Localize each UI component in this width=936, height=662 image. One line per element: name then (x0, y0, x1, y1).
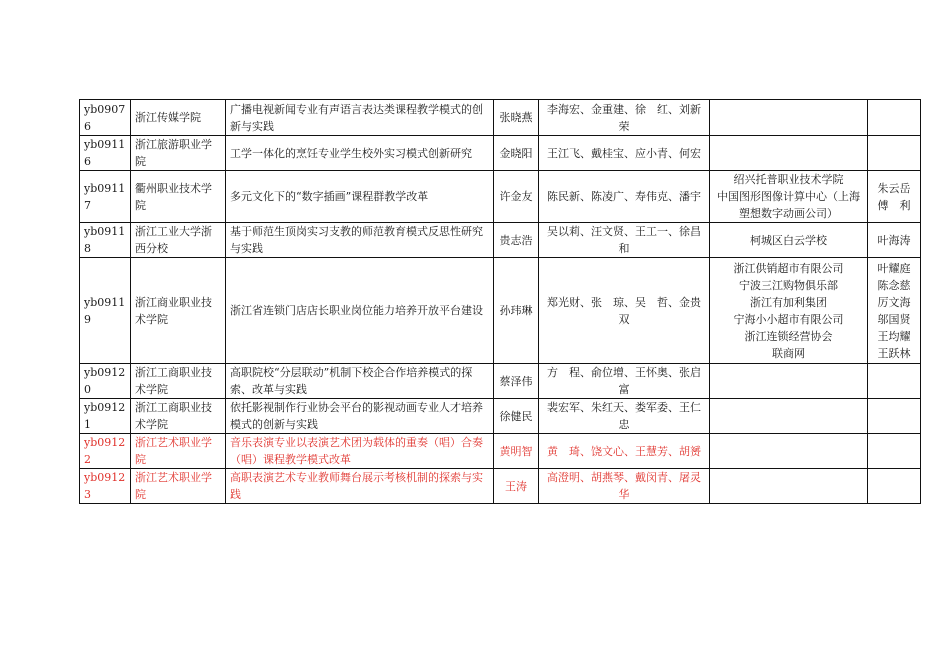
partner-units (710, 469, 868, 504)
partner-unit: 浙江连锁经营协会 (744, 329, 833, 343)
project-title: 高职表演艺术专业教师舞台展示考核机制的探索与实践 (226, 469, 494, 504)
project-leader: 徐健民 (494, 399, 539, 434)
partner-members (868, 136, 921, 171)
team-members: 裴宏军、朱红天、娄军委、王仁忠 (539, 399, 710, 434)
partner-member: 傅 利 (877, 198, 911, 212)
table-row (80, 171, 921, 223)
partner-units (710, 100, 868, 136)
partner-unit: 绍兴托普职业技术学院 (733, 173, 844, 186)
project-id: yb09076 (80, 100, 131, 136)
school-name: 浙江艺术职业学院 (131, 434, 226, 469)
project-title: 基于师范生顶岗实习支教的师范教育模式反思性研究与实践 (226, 223, 494, 258)
project-title: 依托影视制作行业协会平台的影视动画专业人才培养模式的创新与实践 (226, 399, 494, 434)
team-members: 高澄明、胡燕琴、戴闵青、屠灵华 (539, 469, 710, 504)
partner-units (710, 399, 868, 434)
project-leader: 王涛 (494, 469, 539, 504)
team-members: 李海宏、金重建、徐 红、刘新荣 (539, 100, 710, 136)
project-id: yb09121 (80, 399, 131, 434)
partner-members (868, 364, 921, 399)
team-members: 陈民新、陈凌广、寿伟克、潘宇 (539, 171, 710, 223)
table-row (80, 258, 921, 364)
table-row (80, 223, 921, 258)
project-title: 音乐表演专业以表演艺术团为载体的重奏（唱）合奏（唱）课程教学模式改革 (226, 434, 494, 469)
partner-member: 厉文海 (877, 295, 911, 309)
project-id: yb09116 (80, 136, 131, 171)
partner-members (868, 100, 921, 136)
project-title: 浙江省连锁门店店长职业岗位能力培养开放平台建设 (226, 258, 494, 364)
project-title: 广播电视新闻专业有声语言表达类课程教学模式的创新与实践 (226, 100, 494, 136)
team-members: 郑光财、张 琼、吴 哲、金贵双 (539, 258, 710, 364)
project-leader: 金晓阳 (494, 136, 539, 171)
team-members: 黄 琦、饶文心、王慧芳、胡赟 (539, 434, 710, 469)
project-id: yb09123 (80, 469, 131, 504)
project-title: 工学一体化的烹饪专业学生校外实习模式创新研究 (226, 136, 494, 171)
partner-members (868, 434, 921, 469)
project-leader: 蔡泽伟 (494, 364, 539, 399)
school-name: 浙江工商职业技术学院 (131, 364, 226, 399)
project-leader: 许金友 (494, 171, 539, 223)
project-id: yb09122 (80, 434, 131, 469)
partner-member: 陈念慈 (877, 278, 911, 292)
partner-member: 朱云岳 (877, 181, 911, 195)
team-members: 王江飞、戴桂宝、应小青、何宏 (539, 136, 710, 171)
partner-units (710, 258, 868, 364)
table-row (80, 399, 921, 434)
table-row (80, 364, 921, 399)
partner-unit: 联商网 (772, 346, 805, 360)
partner-units (710, 136, 868, 171)
partner-members (868, 258, 921, 364)
partner-members (868, 223, 921, 258)
partner-members (868, 171, 921, 223)
partner-member: 王跃林 (877, 346, 911, 360)
project-title: 多元文化下的“数字插画”课程群教学改革 (226, 171, 494, 223)
partner-member: 王均耀 (877, 329, 911, 343)
table-row (80, 434, 921, 469)
project-id: yb09118 (80, 223, 131, 258)
partner-units (710, 223, 868, 258)
team-members: 吴以莉、汪文贤、王工一、徐昌和 (539, 223, 710, 258)
project-leader: 张晓燕 (494, 100, 539, 136)
table-row (80, 100, 921, 136)
partner-unit: 宁海小小超市有限公司 (733, 312, 844, 326)
partner-units (710, 364, 868, 399)
school-name: 浙江传媒学院 (131, 100, 226, 136)
school-name: 衢州职业技术学院 (131, 171, 226, 223)
project-leader: 孙玮琳 (494, 258, 539, 364)
project-title: 高职院校“分层联动”机制下校企合作培养模式的探索、改革与实践 (226, 364, 494, 399)
table-row (80, 469, 921, 504)
partner-units (710, 171, 868, 223)
school-name: 浙江工业大学浙西分校 (131, 223, 226, 258)
partner-unit: 柯城区白云学校 (750, 233, 827, 247)
school-name: 浙江工商职业技术学院 (131, 399, 226, 434)
project-leader: 黄明智 (494, 434, 539, 469)
partner-unit: 浙江供销超市有限公司 (733, 261, 844, 275)
school-name: 浙江艺术职业学院 (131, 469, 226, 504)
project-leader: 贵志浩 (494, 223, 539, 258)
table-row (80, 136, 921, 171)
partner-members (868, 399, 921, 434)
partner-member: 邬国贤 (877, 312, 911, 326)
partner-unit: 浙江有加利集团 (750, 295, 827, 309)
school-name: 浙江商业职业技术学院 (131, 258, 226, 364)
team-members: 方 程、俞位增、王怀奥、张启富 (539, 364, 710, 399)
partner-member: 叶耀庭 (877, 261, 911, 275)
partner-units (710, 434, 868, 469)
project-id: yb09117 (80, 171, 131, 223)
project-table (79, 99, 921, 504)
project-id: yb09119 (80, 258, 131, 364)
partner-member: 叶海涛 (877, 233, 911, 247)
partner-members (868, 469, 921, 504)
partner-unit: 宁波三江购物俱乐部 (739, 278, 838, 292)
project-id: yb09120 (80, 364, 131, 399)
school-name: 浙江旅游职业学院 (131, 136, 226, 171)
partner-unit: 中国图形图像计算中心（上海塑想数字动画公司） (717, 190, 860, 220)
